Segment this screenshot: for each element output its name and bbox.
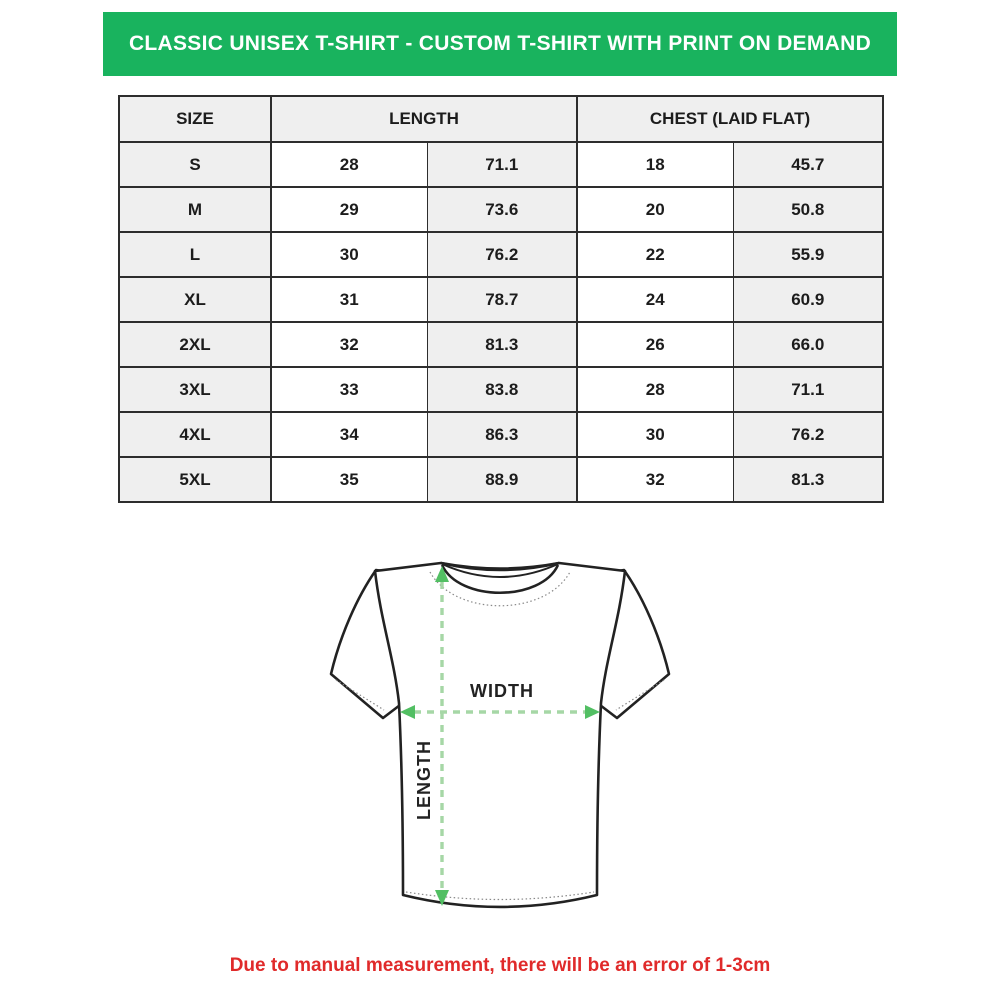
cell-size: 3XL [119, 367, 271, 412]
header-row [119, 96, 883, 142]
cell-size: 5XL [119, 457, 271, 502]
cell-length-cm: 73.6 [427, 187, 577, 232]
cell-length-cm: 86.3 [427, 412, 577, 457]
cell-chest-cm: 50.8 [733, 187, 883, 232]
cell-size: XL [119, 277, 271, 322]
cell-length-cm: 71.1 [427, 142, 577, 187]
cell-length-inches: 32 [271, 322, 427, 367]
length-label: LENGTH [414, 740, 434, 820]
cell-chest-inches: 32 [577, 457, 733, 502]
disclaimer-text: Due to manual measurement, there will be an error of 1-3cm [229, 955, 771, 976]
cell-length-inches: 30 [271, 232, 427, 277]
table-row [119, 457, 883, 502]
cell-length-cm: 76.2 [427, 232, 577, 277]
cell-length-inches: 31 [271, 277, 427, 322]
cell-size: L [119, 232, 271, 277]
cell-length-cm: 81.3 [427, 322, 577, 367]
table-row [119, 142, 883, 187]
cell-chest-cm: 71.1 [733, 367, 883, 412]
cell-chest-cm: 81.3 [733, 457, 883, 502]
cell-length-inches: 28 [271, 142, 427, 187]
table-row [119, 187, 883, 232]
cell-chest-cm: 55.9 [733, 232, 883, 277]
cell-length-inches: 29 [271, 187, 427, 232]
tshirt-torso [375, 563, 625, 907]
size-table [118, 95, 884, 503]
header-size: SIZE [119, 96, 271, 142]
cell-chest-inches: 24 [577, 277, 733, 322]
table-row [119, 277, 883, 322]
cell-chest-inches: 22 [577, 232, 733, 277]
header-chest: CHEST (LAID FLAT) [577, 96, 883, 142]
cell-length-inches: 34 [271, 412, 427, 457]
cell-chest-inches: 20 [577, 187, 733, 232]
table-row [119, 322, 883, 367]
cell-chest-inches: 26 [577, 322, 733, 367]
cell-chest-cm: 45.7 [733, 142, 883, 187]
width-label: WIDTH [470, 681, 534, 701]
cell-size: 4XL [119, 412, 271, 457]
cell-length-inches: 35 [271, 457, 427, 502]
cell-size: 2XL [119, 322, 271, 367]
header-length: LENGTH [271, 96, 577, 142]
cell-chest-cm: 76.2 [733, 412, 883, 457]
cell-chest-cm: 66.0 [733, 322, 883, 367]
cell-size: S [119, 142, 271, 187]
cell-chest-inches: 30 [577, 412, 733, 457]
cell-chest-cm: 60.9 [733, 277, 883, 322]
page-title: CLASSIC UNISEX T-SHIRT - CUSTOM T-SHIRT WITH PRINT ON DEMAND [128, 32, 872, 55]
measurement-disclaimer [0, 951, 1000, 981]
cell-length-cm: 88.9 [427, 457, 577, 502]
table-row [119, 412, 883, 457]
table-row [119, 367, 883, 412]
cell-size: M [119, 187, 271, 232]
size-table-body [119, 142, 883, 502]
cell-length-cm: 78.7 [427, 277, 577, 322]
title-banner [103, 12, 897, 76]
cell-chest-inches: 28 [577, 367, 733, 412]
tshirt-measurement-diagram [315, 545, 685, 940]
size-table-header [119, 96, 883, 142]
cell-chest-inches: 18 [577, 142, 733, 187]
tshirt-diagram-svg [315, 545, 685, 940]
cell-length-cm: 83.8 [427, 367, 577, 412]
table-row [119, 232, 883, 277]
cell-length-inches: 33 [271, 367, 427, 412]
